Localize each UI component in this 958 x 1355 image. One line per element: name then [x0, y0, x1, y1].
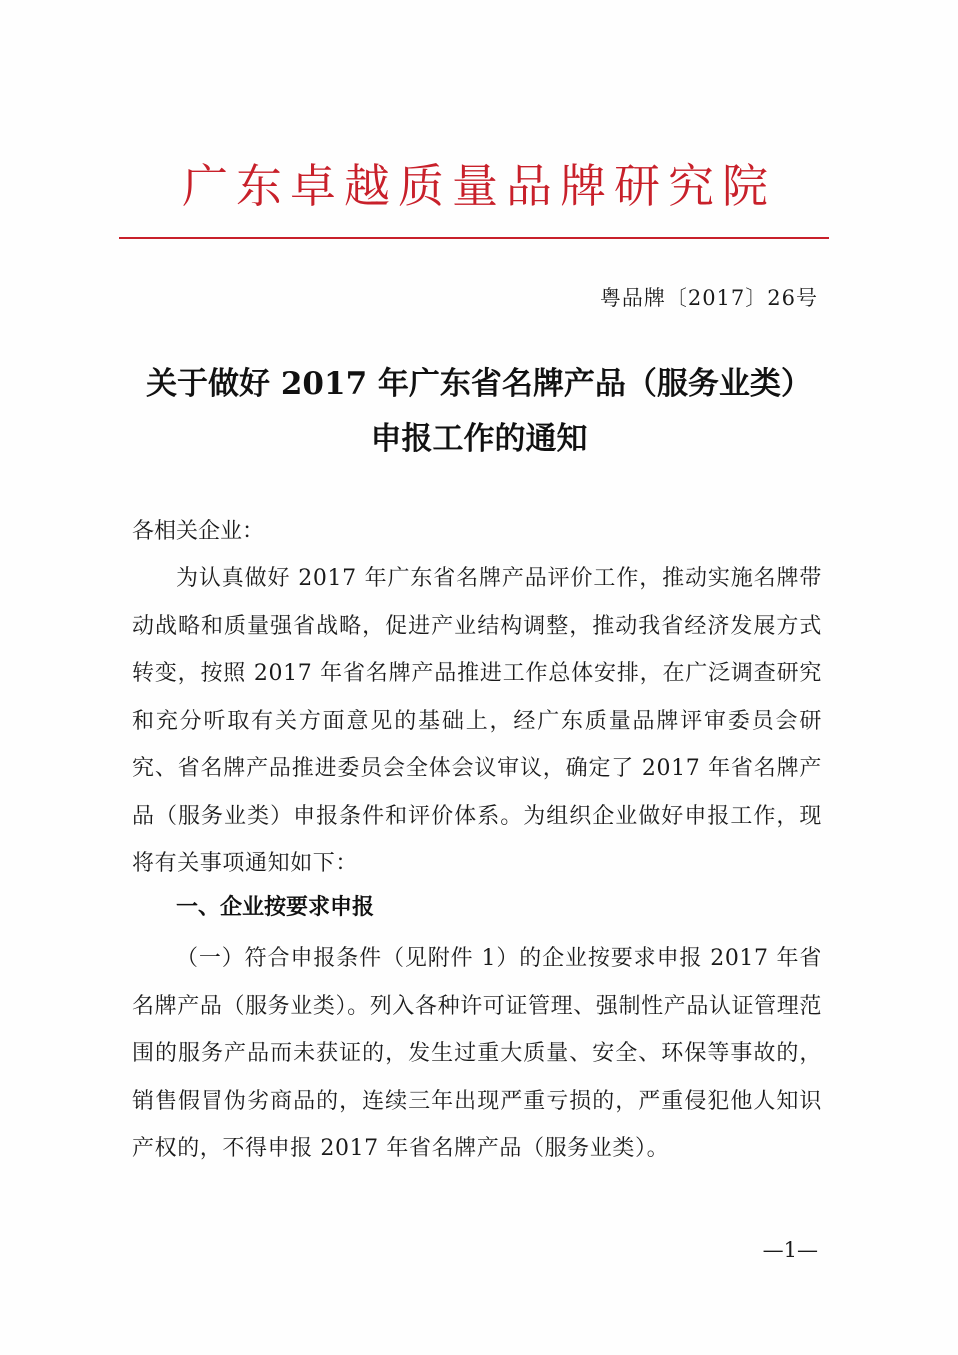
paragraph-section-1-item-1: （一）符合申报条件（见附件 1）的企业按要求申报 2017 年省名牌产品（服务业类）。列入各种许可证管理、强制性产品认证管理范围的服务产品而未获证的，发生过重大质量、安全、环保等事故的，销售假冒伪劣商品的，连续三年出现严重亏损的，严重侵犯他人知识产权的，不得申报 2017 年省名牌产品（服务业类）。: [132, 946, 822, 1161]
salutation: 各相关企业：: [132, 519, 265, 544]
document-title-line-1: 关于做好 2017 年广东省名牌产品（服务业类）: [146, 366, 812, 402]
document-number: 粤品牌〔2017〕26号: [599, 286, 818, 310]
section-heading-1: 一、企业按要求申报: [176, 895, 375, 920]
header-divider: [119, 237, 829, 239]
paragraph-intro: 为认真做好 2017 年广东省名牌产品评价工作，推动实施名牌带动战略和质量强省战略，促进产业结构调整，推动我省经济发展方式转变，按照 2017 年省名牌产品推进工作总体安排，在广泛调查研究和充分听取有关方面意见的基础上，经广东质量品牌评审委员会研究、省名牌产品推进委员会全体会议审议，确定了 2017 年省名牌产品（服务业类）申报条件和评价体系。为组织企业做好申报工作，现将有关事项通知如下：: [132, 566, 822, 876]
page-number: —1—: [762, 1238, 818, 1262]
organization-header: 广东卓越质量品牌研究院: [182, 159, 776, 213]
document-title-line-2: 申报工作的通知: [370, 421, 588, 457]
